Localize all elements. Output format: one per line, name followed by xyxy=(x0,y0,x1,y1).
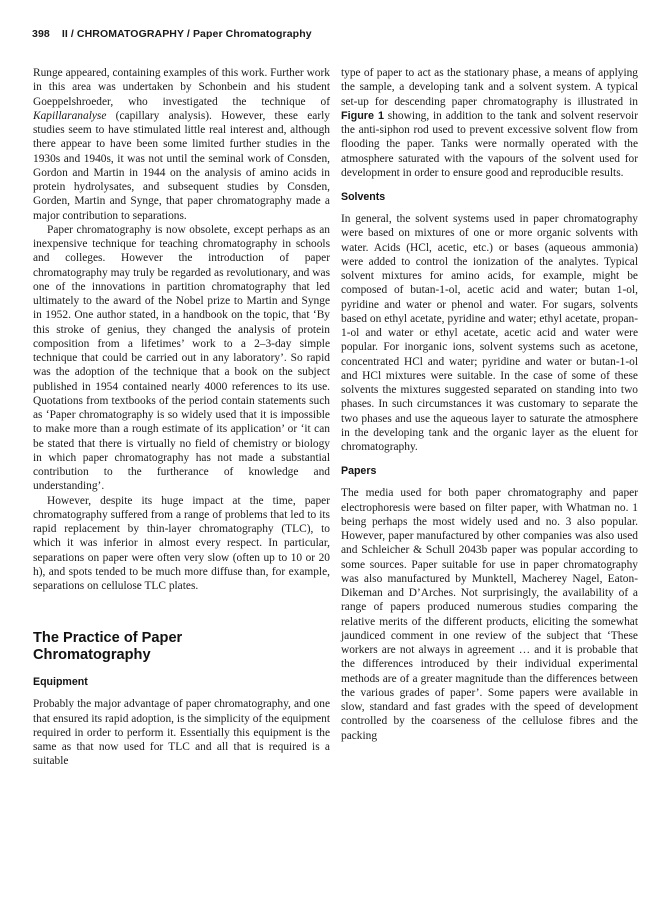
paragraph: The media used for both paper chromatography and paper electrophoresis were based on filter paper, with Whatman no. 1 being perhaps the most widely used and no. 3 also popular. However, paper manufactured by other companies was also used and Schleicher & Schull 2043b paper was popular according to some sources. Paper suitable for use in paper chromatography was also manufactured by Munktell, Macherey Nagel, Eaton-Dikeman and D’Arches. Not surprisingly, the availability of a range of papers produced numerous studies comparing the relative merits of the different products, eliciting the somewhat jaundiced comment in one review of the subject that ‘These workers are not always in agreement … and it is probable that the differences introduced by their individual experimental methods are of a greater magnitude than the differences between the various grades of paper’. Some papers were available in slow, standard and fast grades with the speed of development controlled by the coarseness of the cellulose fibres and the packing xyxy=(341,487,638,742)
paragraph-text: type of paper to act as the stationary phase, a means of applying the sample, a developing tank and a solvent system. A typical set-up for descending paper chromatography is illustrated in xyxy=(341,67,638,108)
paragraph-text: (capillary analysis). However, these early studies seem to have stimulated little real interest and, although there appear to have been some limited further studies in the 1930s and 1940s, it was not until the seminal work of Consden, Gordon and Martin in 1944 on the analysis of amino acids in protein hydrolysates, and subsequent studies by Consden, Gorden, Martin and Synge, that paper chromatography made a major contribution to separations. xyxy=(33,109,330,222)
paragraph-text: showing, in addition to the tank and solvent reservoir the anti-siphon rod used to prevent excessive solvent flow from flooding the paper. Tanks were normally operated with the atmosphere saturated with the vapours of the solvent used for development in order to ensure good and reproducible results. xyxy=(341,109,639,179)
paragraph xyxy=(341,66,638,180)
figure-reference[interactable]: Figure 1 xyxy=(341,109,384,122)
paragraph: In general, the solvent systems used in paper chromatography were based on mixtures of one or more organic solvents with water. Acids (HCl, acetic, etc.) or bases (aqueous ammonia) were added to control the ionization of the analytes. Typical solvent mixtures for amino acids, for example, might be composed of butan-1-ol, acetic acid and water; butan 1-ol, pyridine and water or phenol and water. For sugars, solvents based on ethyl acetate, pyridine and water; ethyl acetate, propan-1-ol and water or ethyl acetate, acetic acid and water were popular. For inorganic ions, solvent systems such as acetone, concentrated HCl and water; pyridine and water or butan-1-ol and HCl mixtures were suitable. In the case of some of these solvents the mixtures suggested separated on standing into two phases. In such circumstances it was customary to separate the two phases and use the aqueous layer to saturate the atmosphere in the developing tank and the organic layer as the eluent for chromatography. xyxy=(341,213,638,453)
left-column xyxy=(33,66,330,769)
running-header xyxy=(32,28,312,40)
paragraph: However, despite its huge impact at the time, paper chromatography suffered from a range of problems that led to its rapid replacement by thin-layer chromatography (TLC), to which it was inferior in almost every respect. In particular, separations on paper were often very slow (often up to 10 or 20 h), and spots tended to be much more diffuse than, for example, separations on cellulose TLC plates. xyxy=(33,494,330,592)
paragraph: Probably the major advantage of paper chromatography, and one that ensured its rapid adoption, is the simplicity of the equipment required in order to perform it. Essentially this equipment is the same as that now used for TLC and all that is required is a suitable xyxy=(33,698,330,768)
italic-term: Kapillaranalyse xyxy=(33,109,107,122)
paragraph xyxy=(33,66,330,223)
section-title: The Practice of Paper Chromatography xyxy=(33,630,183,664)
subheading-solvents: Solvents xyxy=(341,191,386,203)
subheading-papers: Papers xyxy=(341,465,377,478)
right-column xyxy=(341,66,638,743)
paragraph-text: Runge appeared, containing examples of this work. Further work in this area was undertaken by Schonbein and his student Goeppelshroeder, who investigated the technique of xyxy=(33,67,330,108)
subheading-equipment: Equipment xyxy=(33,676,88,689)
page-number: 398 xyxy=(32,28,50,40)
running-title: II / CHROMATOGRAPHY / Paper Chromatography xyxy=(61,28,312,40)
paragraph: Paper chromatography is now obsolete, except perhaps as an inexpensive technique for teaching chromatography in schools and colleges. However the introduction of paper chromatography may truly be regarded as revolutionary, and was one of the innovations in partition chromatography that led ultimately to the award of the Nobel prize to Martin and Synge in 1952. One author stated, in a handbook on the topic, that ‘By this stroke of genius, they changed the analysis of protein composition from a lifetimes’ work to a 2–3-day simple technique that could be carried out in any laboratory’. So rapid was the adoption of the technique that a book on the subject published in 1954 contained nearly 4000 references to its use. Quotations from textbooks of the period contain statements such as ‘Paper chromatography is so widely used that it is impossible to make more than a rough estimate of its application’ or ‘it can be stated that there is virtually no field of chemistry or biology in which paper chromatography has not made a substantial contribution to the furtherance of knowledge and understanding’. xyxy=(33,223,330,493)
